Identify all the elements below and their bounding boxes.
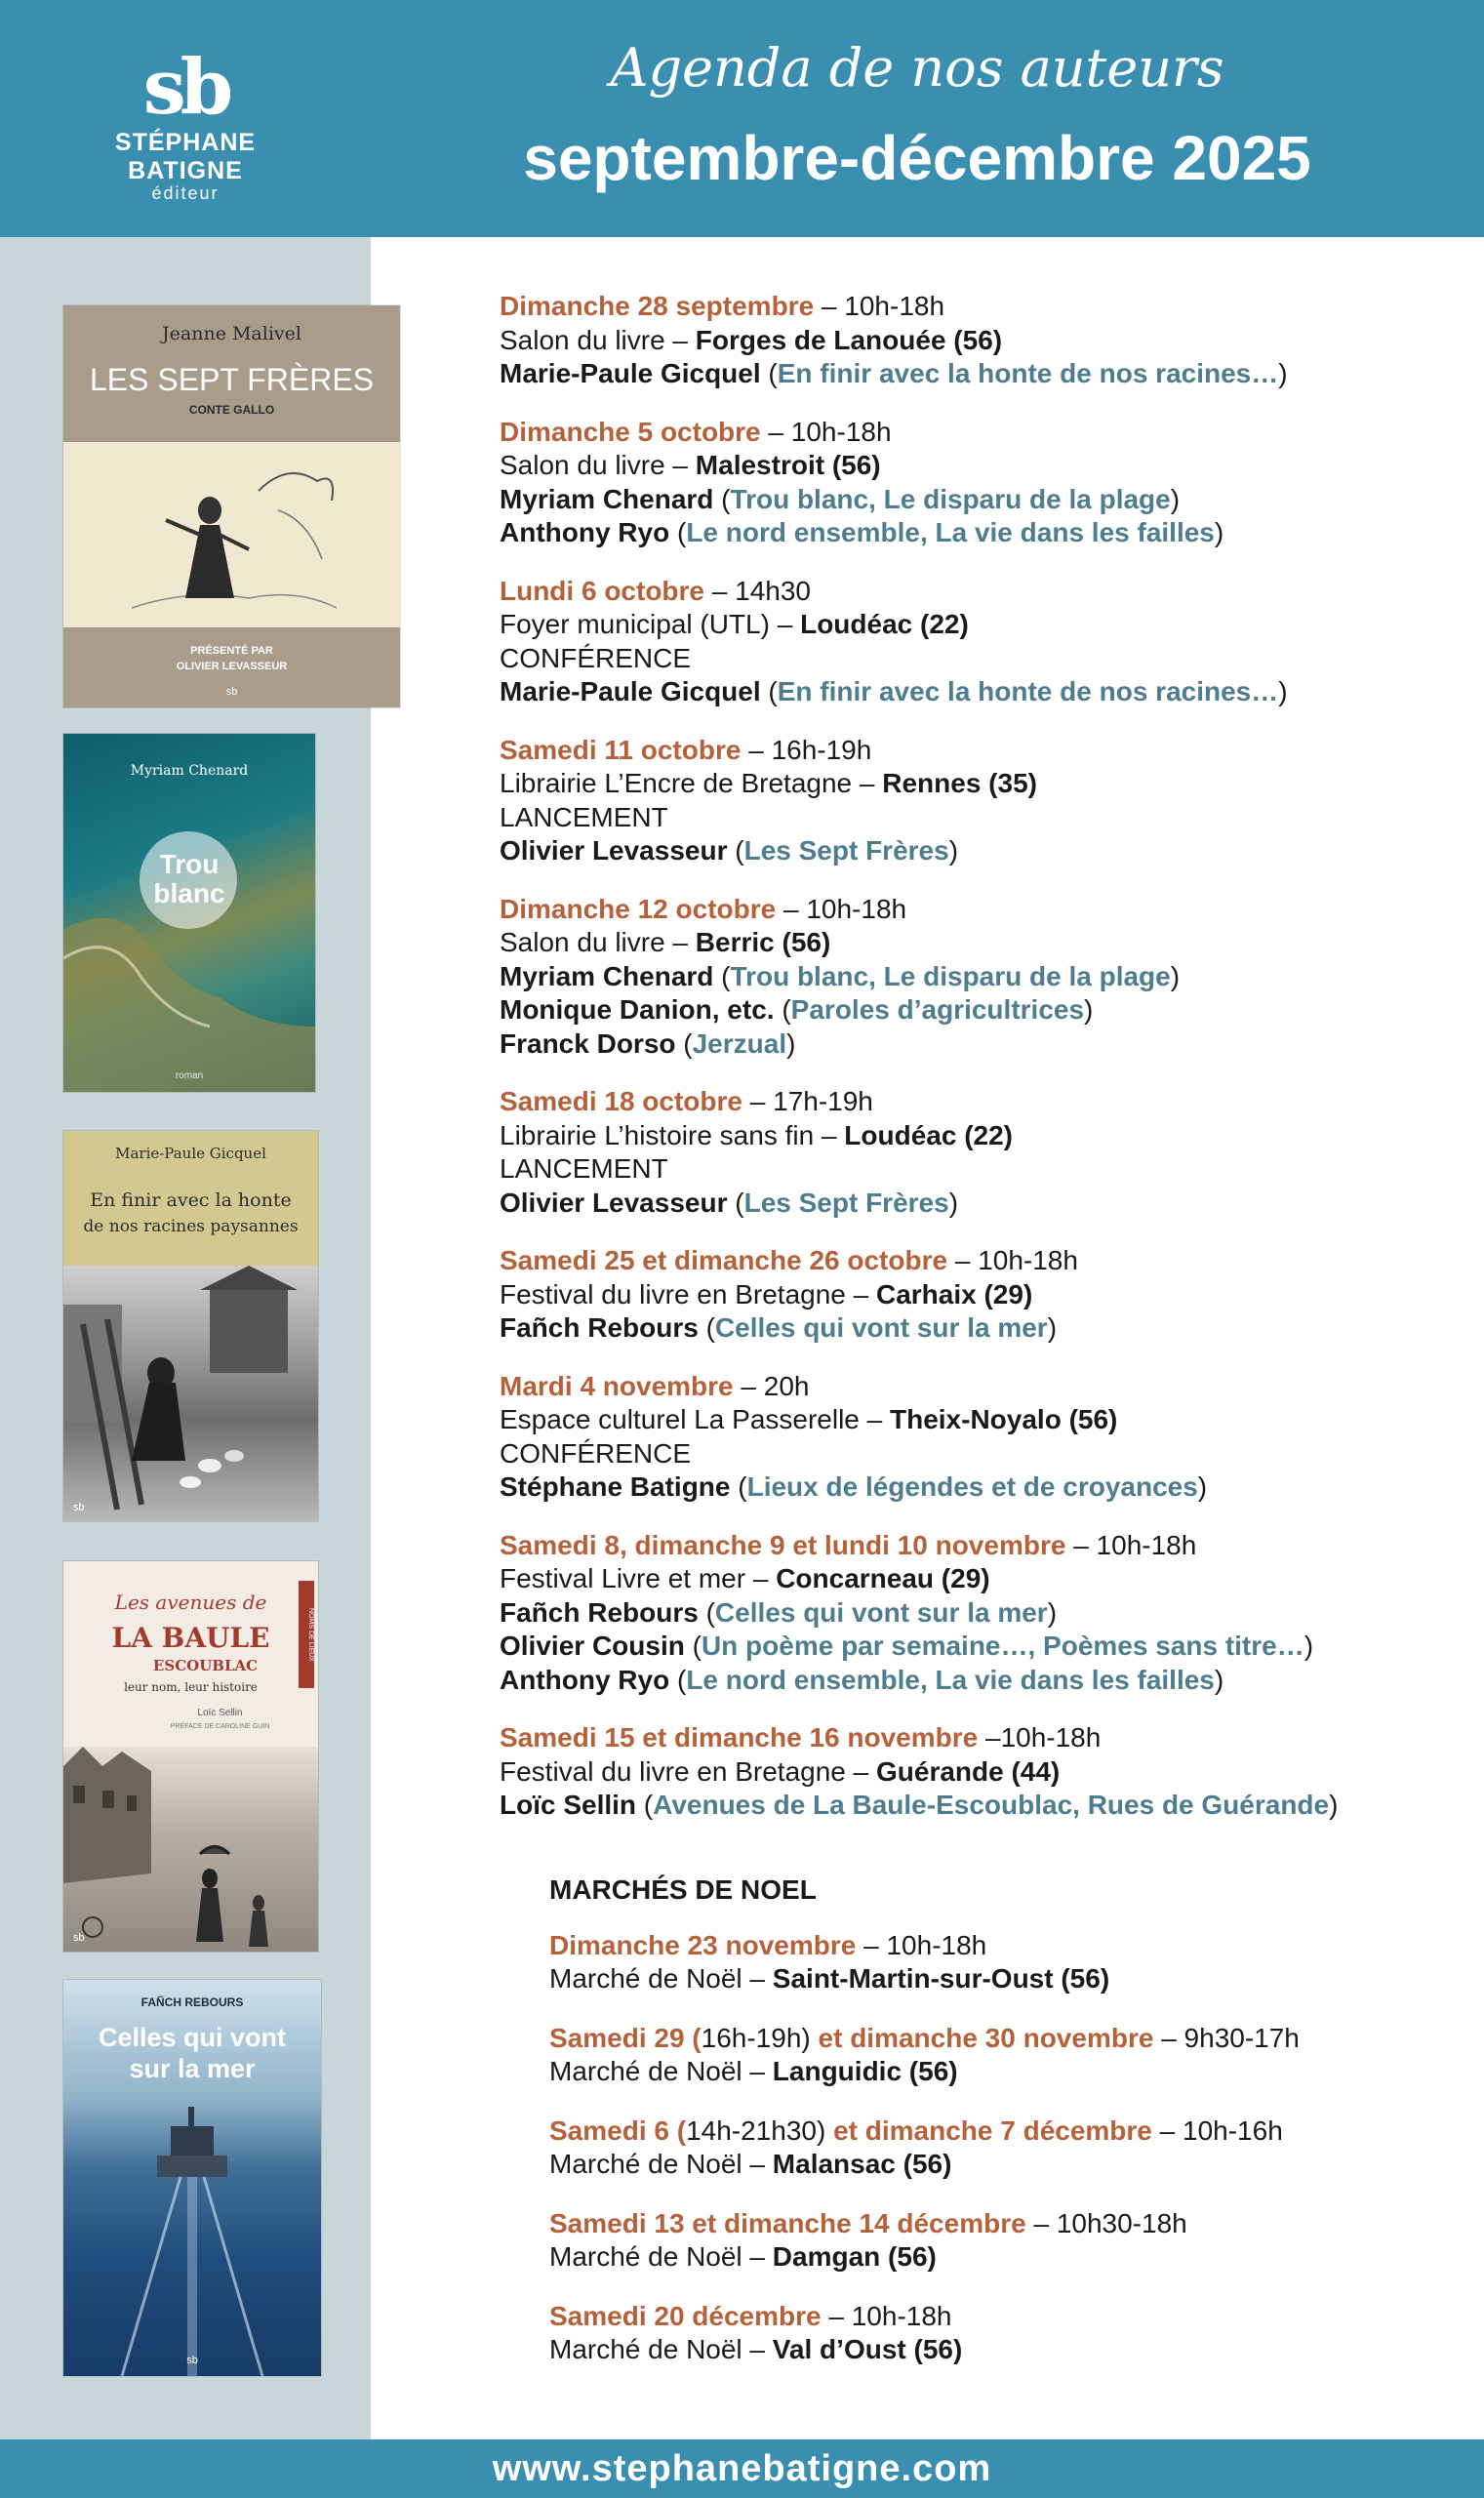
page-subtitle: septembre-décembre 2025 (523, 123, 1311, 193)
cover-title-line1: Les avenues de (114, 1591, 267, 1614)
cover-photo-scene (63, 1266, 318, 1521)
author-name: Myriam Chenard (500, 483, 714, 514)
cover-author: Loïc Sellin (197, 1708, 243, 1718)
market-town: Val d’Oust (56) (772, 2334, 963, 2364)
event-venue: Festival du livre en Bretagne – (500, 1755, 876, 1787)
event-town: Concarneau (29) (776, 1563, 990, 1593)
event-date: Samedi 8, dimanche 9 et lundi 10 novembre (500, 1529, 1066, 1560)
market-time: – 10h-18h (856, 1929, 987, 1960)
agenda-event (500, 1529, 1436, 1698)
book-cover-celles-qui-vont-sur-la-mer (63, 1980, 321, 2376)
agenda-event (500, 1370, 1436, 1505)
event-date: Lundi 6 octobre (500, 575, 704, 606)
cover-ship (63, 2107, 321, 2376)
author-name: Monique Danion, etc. (500, 994, 775, 1025)
author-name: Olivier Levasseur (500, 1187, 728, 1218)
event-line (549, 2240, 1427, 2275)
event-line (500, 767, 1436, 801)
event-line (500, 1755, 1436, 1790)
event-line (500, 1403, 1436, 1437)
agenda-event (500, 416, 1436, 550)
event-line: Olivier Cousin (Un poème par semaine…, Poèmes sans titre…) (500, 1631, 1314, 1661)
author-works: Paroles d’agricultrices (790, 994, 1085, 1025)
event-date: Samedi 18 octobre (500, 1086, 742, 1116)
cover-photo (63, 1747, 318, 1952)
event-time: – 10h-18h (947, 1245, 1078, 1275)
market-venue: Marché de Noël – (549, 2149, 773, 2179)
author-works: Un poème par semaine…, Poèmes sans titre… (701, 1631, 1304, 1661)
market-town: Saint-Martin-sur-Oust (56) (772, 1963, 1110, 1994)
event-line (500, 1562, 1436, 1596)
market-time: – 10h-18h (821, 2300, 952, 2331)
author-name: Marie-Paule Gicquel (500, 358, 761, 388)
agenda-event (500, 575, 1436, 709)
market-town: Malansac (56) (772, 2149, 952, 2179)
event-line: Loïc Sellin (Avenues de La Baule-Escoublac, Rues de Guérande) (500, 1790, 1339, 1820)
event-time: – 10h-18h (760, 416, 892, 447)
market-venue: Marché de Noël – (549, 1963, 773, 1994)
author-works: Jerzual (692, 1027, 787, 1059)
event-time: – 14h30 (704, 575, 811, 606)
book-cover-trou-blanc (63, 734, 315, 1092)
event-line (549, 2148, 1427, 2182)
author-name: Myriam Chenard (500, 960, 714, 991)
market-town: Damgan (56) (772, 2241, 937, 2272)
event-venue: Librairie L’Encre de Bretagne – (500, 768, 883, 798)
author-name: Marie-Paule Gicquel (500, 676, 761, 706)
author-works: Les Sept Frères (743, 1187, 949, 1218)
market-event (549, 2207, 1427, 2275)
cover-photo (63, 1266, 318, 1521)
event-line: Monique Danion, etc. (Paroles d’agricultrices) (500, 994, 1094, 1025)
author-name: Stéphane Batigne (500, 1471, 731, 1502)
cover-illustration (112, 452, 346, 618)
book-cover-la-baule (63, 1561, 318, 1952)
event-line: Anthony Ryo (Le nord ensemble, La vie dans les failles) (500, 1664, 1224, 1695)
cover-genre: roman (175, 1070, 204, 1081)
cover-preface: PRÉFACE DE CAROLINE GUIN (170, 1723, 270, 1730)
publisher-logo (59, 43, 312, 204)
event-date: Dimanche 12 octobre (500, 893, 777, 924)
event-date: Samedi 11 octobre (500, 734, 742, 765)
cover-note-1: PRÉSENTÉ PAR (190, 645, 273, 657)
author-name: Olivier Cousin (500, 1631, 685, 1661)
event-venue: Festival du livre en Bretagne – (500, 1278, 876, 1309)
market-hours: 16h-19h) (701, 2022, 811, 2053)
market-date: Samedi 6 ( (549, 2115, 687, 2146)
event-town: Loudéac (22) (800, 609, 969, 639)
markets-heading: MARCHÉS DE NOEL (549, 1874, 817, 1905)
event-date: Samedi 15 et dimanche 16 novembre (500, 1722, 979, 1753)
author-name: Anthony Ryo (500, 517, 670, 547)
event-town: Rennes (35) (882, 768, 1037, 798)
event-venue: Festival Livre et mer – (500, 1563, 777, 1593)
event-date: Mardi 4 novembre (500, 1370, 734, 1401)
event-town: Loudéac (22) (844, 1119, 1013, 1150)
logo-mark: sb (142, 43, 228, 132)
author-works: Le nord ensemble, La vie dans les failles (686, 1664, 1215, 1695)
event-line (500, 416, 1436, 450)
event-line: Marie-Paule Gicquel (En finir avec la honte de nos racines…) (500, 358, 1288, 388)
event-line: Myriam Chenard (Trou blanc, Le disparu de la plage) (500, 483, 1181, 514)
cover-title-line2: sur la mer (129, 2054, 256, 2083)
event-line (549, 2207, 1427, 2241)
event-line (549, 2115, 1427, 2149)
market-town: Languidic (56) (772, 2056, 958, 2086)
author-works: Trou blanc, Le disparu de la plage (730, 483, 1171, 514)
agenda-event (500, 290, 1436, 391)
footer-bar (0, 2439, 1484, 2498)
publisher-name: STÉPHANE BATIGNE (114, 129, 257, 184)
event-type: LANCEMENT (500, 801, 668, 832)
event-time: – 10h-18h (776, 893, 907, 924)
author-name: Olivier Levasseur (500, 835, 728, 866)
market-date-second: et dimanche 7 décembre (825, 2115, 1152, 2146)
event-line (500, 290, 1436, 324)
author-name: Franck Dorso (500, 1027, 676, 1059)
agenda-event (500, 1244, 1436, 1346)
event-town: Berric (56) (695, 927, 831, 957)
book-cover-les-sept-freres (63, 305, 400, 707)
event-line (549, 1929, 1427, 1963)
event-time: – 10h-18h (814, 291, 945, 321)
event-time: – 10h-18h (1065, 1529, 1197, 1560)
author-works: Trou blanc, Le disparu de la plage (730, 960, 1171, 991)
event-line (549, 2022, 1427, 2056)
market-time: – 9h30-17h (1153, 2022, 1300, 2053)
event-line: Stéphane Batigne (Lieux de légendes et de croyances) (500, 1471, 1208, 1502)
event-line: Olivier Levasseur (Les Sept Frères) (500, 835, 959, 866)
event-town: Theix-Noyalo (56) (890, 1404, 1118, 1434)
event-line (549, 2333, 1427, 2367)
event-line (500, 801, 1436, 835)
website-link[interactable]: www.stephanebatigne.com (492, 2448, 992, 2489)
cover-title-line1: En finir avec la honte (90, 1189, 292, 1211)
event-town: Carhaix (29) (875, 1278, 1033, 1309)
market-date: Dimanche 23 novembre (549, 1929, 857, 1960)
event-line: Franck Dorso (Jerzual) (500, 1027, 796, 1059)
event-line: Anthony Ryo (Le nord ensemble, La vie dans les failles) (500, 517, 1224, 547)
cover-title-line3: ESCOUBLAC (152, 1657, 259, 1674)
event-line (500, 324, 1436, 358)
cover-mark: sb (225, 686, 238, 698)
event-line (500, 1152, 1436, 1187)
market-event (549, 2022, 1427, 2089)
cover-title-line2: de nos racines paysannes (83, 1217, 299, 1236)
page-title: Agenda de nos auteurs (610, 37, 1224, 99)
event-line (500, 734, 1436, 768)
cover-mark: sb (73, 1502, 85, 1513)
cover-author: FAÑCH REBOURS (140, 1995, 244, 2009)
market-venue: Marché de Noël – (549, 2056, 773, 2086)
event-date: Dimanche 28 septembre (500, 291, 815, 321)
agenda-event (500, 734, 1436, 868)
author-works: En finir avec la honte de nos racines… (777, 358, 1279, 388)
event-line (549, 1962, 1427, 1996)
market-event (549, 2115, 1427, 2182)
cover-subtitle: CONTE GALLO (188, 403, 275, 417)
author-works: Celles qui vont sur la mer (714, 1312, 1048, 1343)
author-works: Lieux de légendes et de croyances (746, 1471, 1198, 1502)
publisher-subtitle: éditeur (151, 183, 220, 203)
cover-title: LES SEPT FRÈRES (89, 362, 375, 397)
event-line: Fañch Rebours (Celles qui vont sur la mer) (500, 1596, 1058, 1628)
market-time: – 10h30-18h (1025, 2207, 1187, 2238)
event-type: CONFÉRENCE (500, 642, 692, 673)
event-line (500, 1370, 1436, 1404)
market-time: – 10h-16h (1151, 2115, 1283, 2146)
markets-list (549, 1929, 1427, 2367)
market-date: Samedi 20 décembre (549, 2300, 822, 2331)
event-venue: Salon du livre – (500, 927, 696, 957)
event-line (500, 1437, 1436, 1471)
agenda-event (500, 1085, 1436, 1220)
event-line: Fañch Rebours (Celles qui vont sur la mer) (500, 1312, 1058, 1343)
event-time: – 17h-19h (742, 1086, 873, 1116)
author-works: Le nord ensemble, La vie dans les failles (686, 517, 1215, 547)
author-works: Avenues de La Baule-Escoublac, Rues de Guérande (653, 1790, 1330, 1820)
event-line (500, 1085, 1436, 1119)
event-venue: Espace culturel La Passerelle – (500, 1404, 890, 1434)
book-cover-en-finir-avec-la-honte (63, 1131, 318, 1521)
event-town: Malestroit (56) (695, 450, 881, 480)
cover-spine-label: NOMS DE LIEUX (299, 1581, 314, 1688)
event-venue: Foyer municipal (UTL) – (500, 609, 801, 639)
agenda-list (500, 290, 1436, 1847)
header-banner (0, 0, 1484, 237)
event-line: Marie-Paule Gicquel (En finir avec la honte de nos racines…) (500, 676, 1288, 706)
author-name: Loïc Sellin (500, 1790, 637, 1820)
cover-author: Marie-Paule Gicquel (115, 1145, 266, 1162)
event-line (500, 1244, 1436, 1278)
author-works: Les Sept Frères (743, 835, 949, 866)
event-type: LANCEMENT (500, 1153, 668, 1184)
event-time: – 20h (733, 1370, 810, 1401)
event-line (500, 1119, 1436, 1153)
event-line (549, 2300, 1427, 2334)
market-date: Samedi 29 ( (549, 2022, 702, 2053)
cover-mark: sb (73, 1932, 85, 1944)
market-date-second: et dimanche 30 novembre (810, 2022, 1154, 2053)
christmas-markets (549, 1874, 1427, 2393)
event-line: Myriam Chenard (Trou blanc, Le disparu de la plage) (500, 960, 1181, 991)
event-date: Samedi 25 et dimanche 26 octobre (500, 1245, 948, 1275)
author-works: En finir avec la honte de nos racines… (777, 676, 1279, 706)
market-hours: 14h-21h30) (686, 2115, 826, 2146)
market-event (549, 2300, 1427, 2367)
event-line (549, 2055, 1427, 2089)
cover-title-line4: leur nom, leur histoire (124, 1680, 258, 1694)
event-town: Guérande (44) (875, 1755, 1061, 1787)
cover-mark: sb (186, 2355, 198, 2366)
author-works: Celles qui vont sur la mer (714, 1596, 1048, 1628)
agenda-event (500, 1721, 1436, 1823)
cover-author: Myriam Chenard (130, 763, 249, 779)
cover-photo-street (63, 1747, 318, 1952)
event-venue: Salon du livre – (500, 450, 696, 480)
event-line (500, 926, 1436, 960)
cover-title-line1: Celles qui vont (98, 2023, 287, 2052)
event-venue: Salon du livre – (500, 324, 696, 355)
event-line (500, 575, 1436, 609)
event-date: Dimanche 5 octobre (500, 416, 761, 447)
market-venue: Marché de Noël – (549, 2241, 773, 2272)
cover-title-line1: Trou (159, 849, 220, 879)
event-venue: Librairie L’histoire sans fin – (500, 1119, 845, 1150)
event-line (500, 1529, 1436, 1563)
cover-note-2: OLIVIER LEVASSEUR (176, 661, 288, 672)
agenda-event (500, 893, 1436, 1062)
author-name: Fañch Rebours (500, 1312, 699, 1343)
event-line (500, 1278, 1436, 1312)
cover-title-line2: LA BAULE (111, 1622, 270, 1654)
event-type: CONFÉRENCE (500, 1437, 692, 1469)
event-line (500, 449, 1436, 483)
event-line (500, 893, 1436, 927)
event-line (500, 1721, 1436, 1755)
market-date: Samedi 13 et dimanche 14 décembre (549, 2207, 1026, 2238)
market-venue: Marché de Noël – (549, 2334, 773, 2364)
event-line (500, 642, 1436, 676)
event-time: –10h-18h (978, 1722, 1102, 1753)
cover-title-line2: blanc (153, 878, 225, 908)
author-name: Anthony Ryo (500, 1664, 670, 1695)
event-time: – 16h-19h (741, 734, 872, 765)
cover-author: Jeanne Malivel (162, 323, 301, 344)
market-event (549, 1929, 1427, 1996)
author-name: Fañch Rebours (500, 1596, 699, 1628)
event-town: Forges de Lanouée (56) (695, 324, 1003, 355)
event-line: Olivier Levasseur (Les Sept Frères) (500, 1187, 959, 1218)
event-line (500, 608, 1436, 642)
